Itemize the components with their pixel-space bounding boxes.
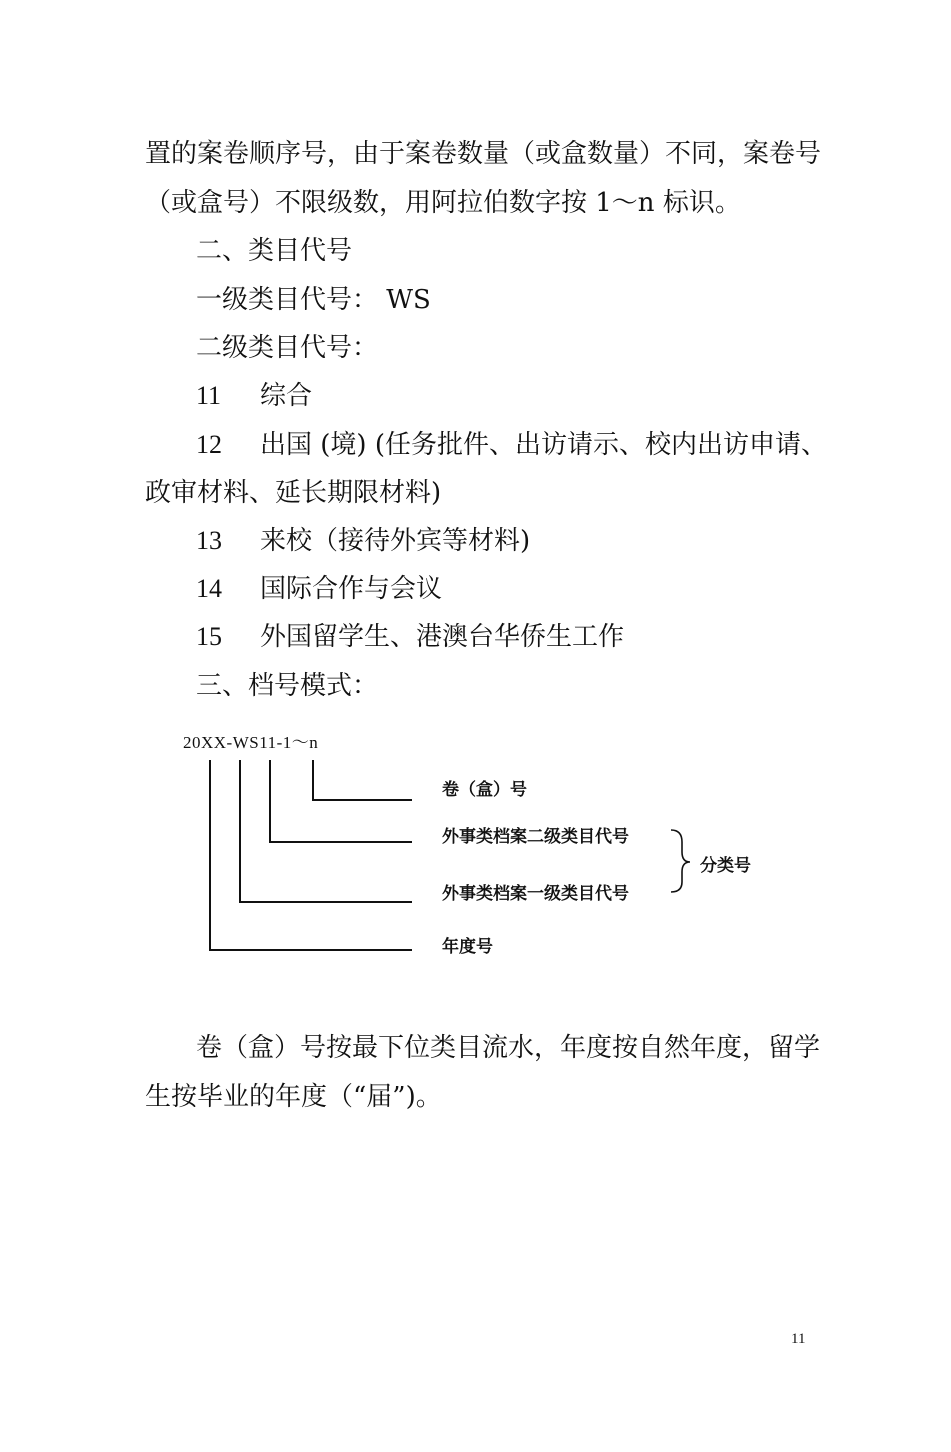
label-level1-code: 外事类档案一级类目代号 bbox=[442, 884, 629, 904]
category-code: 13 bbox=[196, 526, 222, 555]
category-label: 出国 (境) (任务批件、出访请示、校内出访申请、 bbox=[260, 430, 827, 460]
page-number: 11 bbox=[791, 1331, 806, 1347]
closing-line-2: 生按毕业的年度（“届”)。 bbox=[145, 1082, 442, 1112]
category-label: 来校（接待外宾等材料) bbox=[260, 526, 531, 556]
category-code: 15 bbox=[196, 622, 222, 651]
category-label: 外国留学生、港澳台华侨生工作 bbox=[260, 622, 625, 652]
paragraph-line-1: 置的案卷顺序号，由于案卷数量（或盒数量）不同，案卷号 bbox=[145, 139, 822, 169]
category-label: 综合 bbox=[260, 381, 313, 411]
label-volume-number: 卷（盒）号 bbox=[442, 780, 527, 800]
paragraph-line-2: （或盒号）不限级数，用阿拉伯数字按 1～n 标识。 bbox=[145, 188, 741, 218]
section2-heading: 二、类目代号 bbox=[196, 236, 353, 266]
volume-connector bbox=[313, 760, 412, 800]
label-level2-code: 外事类档案二级类目代号 bbox=[442, 827, 629, 847]
category-label: 政审材料、延长期限材料) bbox=[145, 478, 442, 508]
category-code: 14 bbox=[196, 574, 222, 603]
section3-heading: 三、档号模式： bbox=[196, 671, 379, 701]
level1-connector bbox=[240, 760, 412, 902]
archive-pattern: 20XX-WS11-1～n bbox=[183, 733, 319, 752]
level1-code-line: 一级类目代号： WS bbox=[196, 285, 431, 315]
category-code: 12 bbox=[196, 430, 222, 459]
category-label: 国际合作与会议 bbox=[260, 574, 443, 604]
level2-heading: 二级类目代号： bbox=[196, 333, 379, 363]
category-code: 11 bbox=[196, 381, 222, 410]
label-classification: 分类号 bbox=[700, 856, 751, 876]
closing-line-1: 卷（盒）号按最下位类目流水，年度按自然年度，留学 bbox=[196, 1033, 821, 1063]
classification-brace bbox=[671, 830, 690, 892]
label-year-number: 年度号 bbox=[442, 937, 493, 957]
